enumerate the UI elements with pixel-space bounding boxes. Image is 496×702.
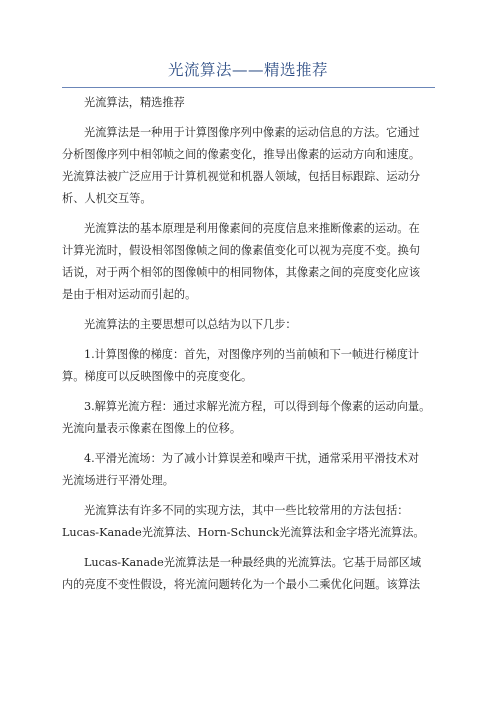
paragraph-line: 算。梯度可以反映图像中的亮度变化。 (62, 370, 253, 383)
paragraph-line: 光流算法，精选推荐 (84, 96, 185, 109)
paragraph (62, 218, 440, 306)
paragraph (62, 122, 440, 210)
paragraph-line: 光流算法的基本原理是利用像素间的亮度信息来推断像素的运动。在 (84, 222, 420, 235)
paragraph-line: 光流算法有许多不同的实现方法，其中一些比较常用的方法包括： (84, 504, 409, 517)
document-body (62, 92, 440, 596)
paragraph-line: 光流算法的主要思想可以总结为以下几步： (84, 318, 297, 331)
paragraph-line: 4.平滑光流场：为了减小计算误差和噪声干扰，通常采用平滑技术对 (84, 452, 420, 465)
paragraph-line: 光流场进行平滑处理。 (62, 474, 174, 487)
paragraph-line: 分析图像序列中相邻帧之间的像素变化，推导出像素的运动方向和速度。 (62, 148, 421, 161)
paragraph (62, 314, 440, 336)
paragraph (62, 396, 440, 440)
paragraph (62, 92, 440, 114)
paragraph-line: Lucas-Kanade光流算法是一种最经典的光流算法。它基于局部区域 (84, 556, 422, 569)
paragraph-line: 1.计算图像的梯度：首先，对图像序列的当前帧和下一帧进行梯度计 (84, 348, 420, 361)
paragraph (62, 448, 440, 492)
paragraph-line: 光流算法是一种用于计算图像序列中像素的运动信息的方法。它通过 (84, 126, 420, 139)
paragraph-line: 内的亮度不变性假设，将光流问题转化为一个最小二乘优化问题。该算法 (62, 578, 421, 591)
paragraph-line: 3.解算光流方程：通过求解光流方程，可以得到每个像素的运动向量。 (84, 400, 431, 413)
paragraph-line: 是由于相对运动而引起的。 (62, 288, 197, 301)
paragraph-line: Lucas-Kanade光流算法、Horn-Schunck光流算法和金字塔光流算法。 (62, 526, 425, 539)
paragraph-line: 光流向量表示像素在图像上的位移。 (62, 422, 242, 435)
paragraph-line: 计算光流时，假设相邻图像帧之间的像素值变化可以视为亮度不变。换句 (62, 244, 421, 257)
paragraph (62, 344, 440, 388)
paragraph-line: 光流算法被广泛应用于计算机视觉和机器人领域，包括目标跟踪、运动分 (62, 170, 421, 183)
paragraph-line: 话说，对于两个相邻的图像帧中的相同物体，其像素之间的亮度变化应该 (62, 266, 421, 279)
paragraph (62, 552, 440, 596)
paragraph (62, 500, 440, 544)
paragraph-line: 析、人机交互等。 (62, 192, 152, 205)
title-underline (62, 87, 435, 88)
document-title: 光流算法——精选推荐 (167, 61, 328, 79)
